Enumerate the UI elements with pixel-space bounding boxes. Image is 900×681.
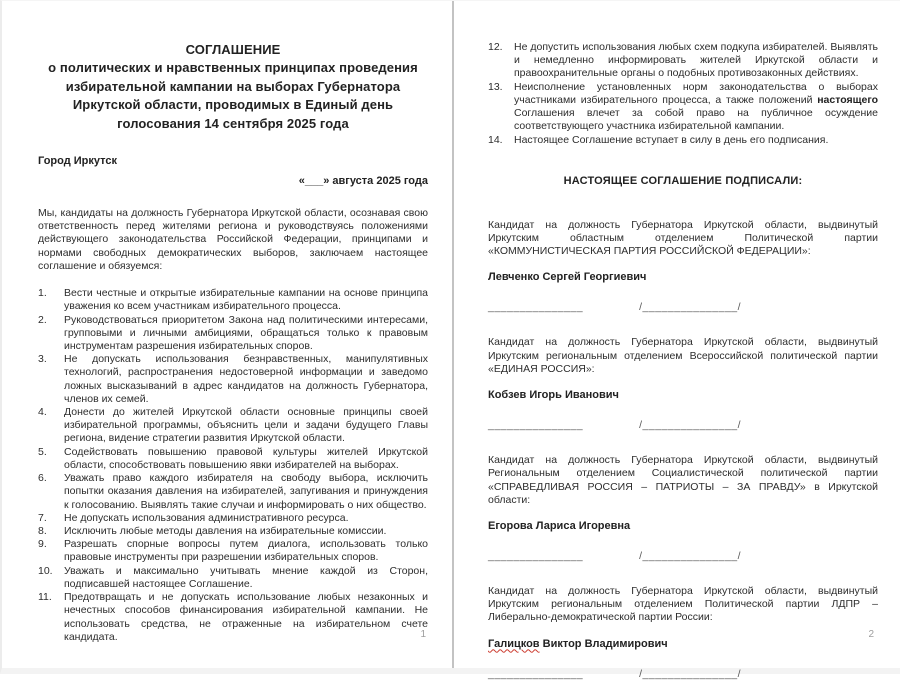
item-number: 7.	[38, 511, 47, 524]
item-number: 9.	[38, 538, 47, 551]
list-item	[38, 446, 428, 472]
item-text: Настоящее Соглашение вступает в силу в день его подписания.	[514, 133, 829, 146]
list-item	[38, 472, 428, 512]
list-item	[488, 134, 878, 147]
party-description: Кандидат на должность Губернатора Иркутской области, выдвинутый Иркутским областным отделением Политической партии «КОММУНИСТИЧЕСКАЯ ПАРТИЯ РОССИЙСКОЙ ФЕДЕРАЦИИ»:	[488, 218, 878, 258]
list-item	[38, 406, 428, 446]
page-number: 1	[420, 629, 426, 641]
page-number: 2	[868, 629, 874, 641]
party-description: Кандидат на должность Губернатора Иркутской области, выдвинутый Иркутским региональным отделением Политической партии ЛДПР – Либерально-демократической партии России:	[488, 585, 878, 624]
signature-name-blank: /_______________/	[639, 549, 742, 562]
item-text: Исключить любые методы давления на избирательные комиссии.	[64, 525, 387, 538]
item-text: Донести до жителей Иркутской области основные принципы своей избирательной программы, объяснить цели и задачи будущего Главы региона, видение стратегии развития Иркутской области.	[64, 406, 428, 445]
list-item	[488, 41, 878, 81]
item-number: 6.	[38, 472, 47, 485]
list-item	[38, 353, 428, 406]
item-number: 14.	[488, 133, 503, 146]
signature-line	[488, 301, 878, 314]
item-text: Содействовать повышению правовой культуры жителей Иркутской области, способствовать повышению явки избирателей на выборах.	[64, 445, 428, 471]
page-1	[2, 1, 452, 668]
list-item	[38, 565, 428, 591]
item-text: Руководствоваться приоритетом Закона над политическими интересами, групповыми и личными амбициями, обращаться только к правовым инструментам разрешения избирательных споров.	[64, 313, 428, 352]
item-text: Не допускать использования безнравственных, манипулятивных технологий, распространения недостоверной информации и заведомо ложных высказываний в адрес кандидатов на должность Губернатора, членов их семей.	[64, 353, 428, 405]
item-text: Не допускать использования административного ресурса.	[64, 511, 349, 524]
item-number: 1.	[38, 287, 47, 300]
item-number: 3.	[38, 353, 47, 366]
signatory-block	[488, 454, 878, 563]
spellcheck-underline: Галицков	[488, 637, 540, 650]
signed-heading: НАСТОЯЩЕЕ СОГЛАШЕНИЕ ПОДПИСАЛИ:	[563, 174, 803, 187]
document-title	[38, 41, 428, 133]
signature-name-blank: /_______________/	[639, 667, 742, 680]
preamble: Мы, кандидаты на должность Губернатора Иркутской области, осознавая свою ответственность перед жителями региона и руководствуясь положениями действующего законодательства Российской Федерации, принципами и нормами свободных демократических выборов, заключаем настоящее соглашение и обязуемся:	[38, 206, 428, 272]
candidate-name: Егорова Лариса Игоревна	[488, 519, 631, 532]
item-number: 11.	[38, 591, 52, 604]
numbered-list	[38, 287, 428, 644]
party-description: Кандидат на должность Губернатора Иркутской области, выдвинутый Иркутским региональным отделением Всероссийской политической партии «ЕДИНАЯ РОССИЯ»:	[488, 336, 878, 375]
candidate-name: Галицков Виктор Владимирович	[488, 637, 668, 650]
list-item	[38, 287, 428, 313]
item-number: 13.	[488, 80, 503, 93]
page-2	[454, 1, 900, 680]
item-text: Не допустить использования любых схем подкупа избирателей. Выявлять и немедленно информировать жителей Иркутской области и правоохранительные органы о подобных противозаконных действиях.	[514, 41, 878, 80]
signatory-block	[488, 585, 878, 681]
candidate-name: Кобзев Игорь Иванович	[488, 389, 619, 401]
signatory-block	[488, 336, 878, 432]
item-number: 8.	[38, 525, 47, 538]
signature-blank: _______________	[488, 418, 584, 431]
party-description: Кандидат на должность Губернатора Иркутской области, выдвинутый Региональным отделением Социалистической политической партии «СПРАВЕДЛИВАЯ РОССИЯ – ПАТРИОТЫ – ЗА ПРАВДУ» в Иркутской области:	[488, 454, 878, 506]
list-item	[38, 512, 428, 525]
city-line: Город Иркутск	[38, 155, 117, 168]
item-number: 12.	[488, 41, 503, 53]
item-text: Вести честные и открытые избирательные кампании на основе принципа уважения ко всем участникам избирательного процесса.	[64, 287, 428, 313]
list-item	[38, 538, 428, 564]
signatory-block	[488, 219, 878, 315]
signature-name-blank: /_______________/	[639, 418, 742, 431]
item-number: 4.	[38, 406, 47, 419]
item-text: Уважать право каждого избирателя на свободу выбора, исключить попытки оказания давления на избирателей, запугивания и принуждения к голосованию. Выявлять такие случаи и информировать о них общество.	[64, 472, 428, 511]
title-main: СОГЛАШЕНИЕ	[185, 42, 281, 57]
signature-blank: _______________	[488, 549, 584, 562]
item-text: Уважать и максимально учитывать мнение каждой из Сторон, подписавшей настоящее Соглашение.	[64, 564, 428, 590]
title-subtitle: о политических и нравственных принципах проведения избирательной кампании на выборах Губернатора Иркутской области, проводимых в Единый день голосования 14 сентября 2025 года	[48, 60, 418, 131]
list-item	[38, 591, 428, 644]
item-number: 10.	[38, 564, 53, 577]
item-text: Неисполнение установленных норм законодательства о выборах участниками избирательного процесса, а также положений настоящего Соглашения влечет за собой право на публичное осуждение соответствующего участника избирательной кампании.	[514, 80, 878, 133]
item-text: Разрешать спорные вопросы путем диалога, использовать только правовые инструменты при разрешении избирательных споров.	[64, 538, 428, 564]
signature-line	[488, 419, 878, 432]
signature-line	[488, 550, 878, 563]
item-text: Предотвращать и не допускать использование любых незаконных и нечестных способов финансирования избирательной кампании. Не использовать средства, не отраженные на избирательном счете кандидата.	[64, 591, 428, 643]
numbered-list	[488, 41, 878, 147]
candidate-name: Левченко Сергей Георгиевич	[488, 271, 647, 284]
list-item	[38, 525, 428, 538]
item-number: 5.	[38, 445, 47, 458]
item-number: 2.	[38, 313, 47, 326]
signature-line	[488, 668, 878, 681]
date-line: «___» августа 2025 года	[298, 175, 428, 188]
signature-blank: _______________	[488, 667, 584, 680]
signature-blank: _______________	[488, 301, 584, 314]
signature-name-blank: /_______________/	[639, 301, 742, 314]
list-item	[488, 81, 878, 134]
list-item	[38, 314, 428, 354]
